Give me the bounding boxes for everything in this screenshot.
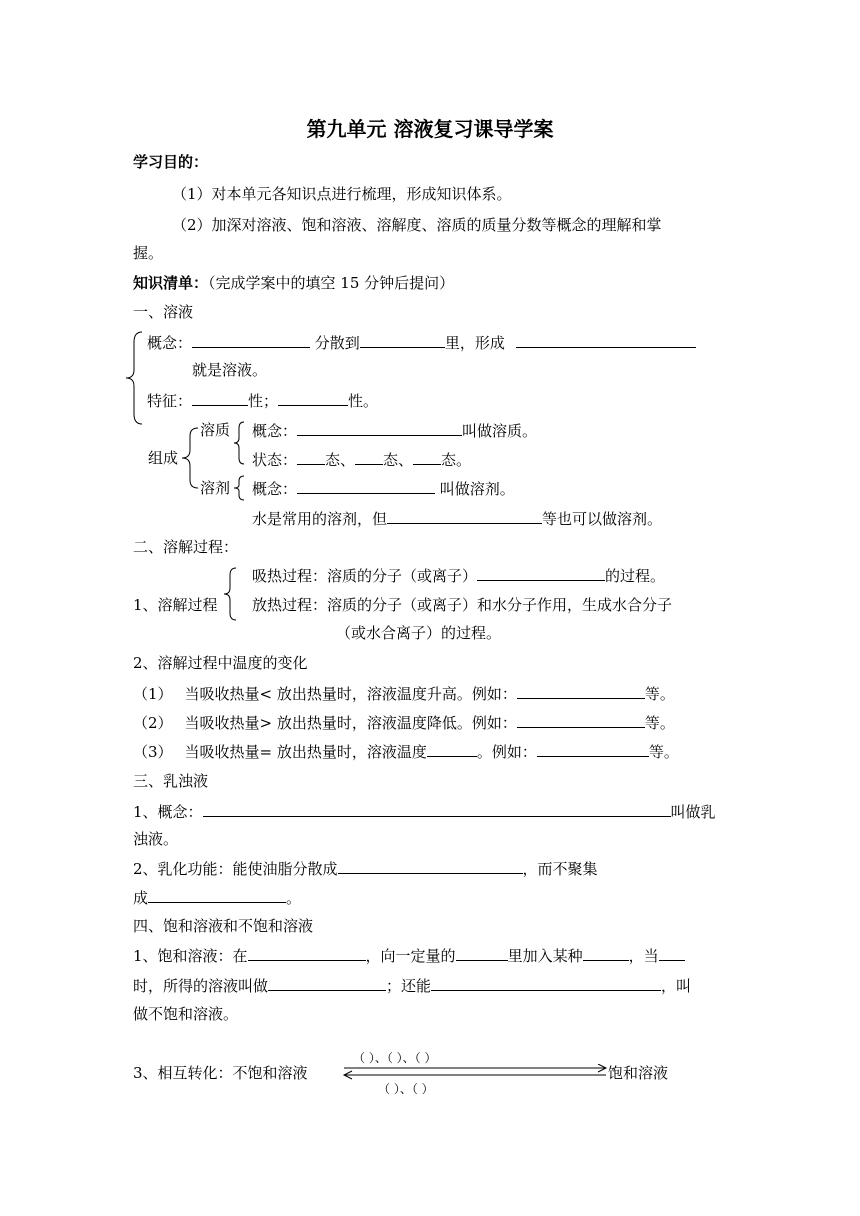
emulsion-concept-row (133, 801, 716, 822)
solvent-label: 溶剂 (200, 479, 231, 497)
zucheng-brace (180, 426, 202, 490)
section-4-heading: 四、饱和溶液和不饱和溶液 (133, 917, 314, 935)
blank-15[interactable] (427, 741, 477, 757)
water-row (252, 508, 662, 529)
deng-2: 等。 (644, 714, 675, 732)
case-3-row (133, 741, 679, 762)
concept-mid1: 分散到 (314, 334, 360, 352)
blank-16[interactable] (537, 741, 649, 757)
case-3-mid: 。例如： (476, 743, 537, 761)
feature-row (147, 390, 378, 411)
blank-17[interactable] (203, 801, 671, 817)
case-1-row (133, 683, 675, 704)
sat-m2: 里加入某种 (507, 947, 583, 965)
absorb-pre: 吸热过程：溶质的分子（或离子） (252, 567, 478, 585)
solute-label: 溶质 (200, 421, 231, 439)
objectives-heading: 学习目的： (133, 153, 209, 171)
knowledge-heading: 知识清单： (133, 274, 209, 292)
knowledge-line (133, 273, 454, 293)
objective-1: （1）对本单元各知识点进行梳理，形成知识体系。 (172, 185, 512, 203)
case-1-text: 当吸收热量< 放出热量时，溶液温度升高。例如： (184, 685, 517, 703)
blank-10[interactable] (297, 478, 435, 494)
tai-3: 态。 (441, 451, 472, 469)
conversion-arrows (340, 1064, 610, 1080)
concept-label: 概念： (147, 334, 193, 352)
page-title: 第九单元 溶液复习课导学案 (306, 117, 554, 141)
saturated-row-2 (133, 975, 691, 996)
sat-pre: 1、饱和溶液：在 (133, 947, 248, 965)
process-brace (222, 566, 238, 622)
blank-11[interactable] (387, 508, 542, 524)
solute-concept-row (252, 420, 537, 441)
emulsion-concept-label: 1、概念： (133, 803, 203, 821)
release-line1: 放热过程：溶质的分子（或离子）和水分子作用，生成水合分子 (252, 596, 673, 614)
emulsify-pre: 2、乳化功能：能使油脂分散成 (133, 860, 338, 878)
conversion-label: 3、相互转化：不饱和溶液 (133, 1064, 308, 1082)
sat-m3: ，当 (628, 947, 659, 965)
sat-l2-end: ，叫 (661, 977, 692, 995)
temp-heading: 2、溶解过程中温度的变化 (133, 654, 308, 672)
knowledge-note: （完成学案中的填空 15 分钟后提问） (208, 274, 455, 292)
case-3-text: 当吸收热量= 放出热量时，溶液温度 (184, 743, 427, 761)
release-line2: （或水合离子）的过程。 (336, 624, 502, 642)
blank-14[interactable] (517, 712, 645, 728)
water-end: 等也可以做溶剂。 (542, 510, 663, 528)
section-1-heading: 一、溶液 (133, 303, 194, 321)
process-label: 1、溶解过程 (133, 596, 218, 614)
zucheng-label: 组成 (148, 449, 179, 467)
blank-24[interactable] (268, 975, 386, 991)
objective-2-cont: 握。 (133, 244, 164, 262)
deng-1: 等。 (644, 685, 675, 703)
sat-l2-pre: 时，所得的溶液叫做 (133, 977, 269, 995)
xing-2: 性。 (348, 392, 379, 410)
deng-3: 等。 (648, 743, 679, 761)
xing-1: 性； (248, 392, 279, 410)
solute-concept-label: 概念： (252, 422, 298, 440)
absorb-row (252, 565, 665, 586)
state-row (252, 449, 471, 470)
case-2-text: 当吸收热量> 放出热量时，溶液温度降低。例如： (184, 714, 517, 732)
blank-21[interactable] (456, 945, 508, 961)
blank-18[interactable] (338, 858, 523, 874)
section-2-heading: 二、溶解过程： (133, 538, 239, 556)
solvent-concept-row (252, 478, 515, 499)
case-1-num: （1） (133, 685, 173, 703)
blank-22[interactable] (583, 945, 629, 961)
blank-9[interactable] (413, 449, 441, 465)
emulsify-line2-end: 。 (286, 889, 302, 907)
blank-25[interactable] (431, 975, 661, 991)
solute-concept-end: 叫做溶质。 (462, 422, 538, 440)
big-brace (124, 330, 146, 426)
water-pre: 水是常用的溶剂，但 (252, 510, 388, 528)
solvent-concept-end: 叫做溶剂。 (439, 480, 515, 498)
solute-brace (232, 420, 246, 466)
emulsion-concept-end2: 浊液。 (133, 830, 179, 848)
solution-concept-row (147, 332, 696, 353)
saturated-row-3: 做不饱和溶液。 (133, 1005, 239, 1023)
emulsion-concept-end1: 叫做乳 (670, 803, 716, 821)
case-2-row (133, 712, 675, 733)
emulsify-line2-pre: 成 (133, 889, 149, 907)
case-2-num: （2） (133, 714, 173, 732)
blank-23[interactable] (659, 945, 685, 961)
solvent-concept-label: 概念： (252, 480, 298, 498)
blank-6[interactable] (297, 420, 462, 436)
sat-m1: ，向一定量的 (365, 947, 456, 965)
tai-2: 态、 (383, 451, 414, 469)
emulsify-row2 (133, 887, 301, 908)
blank-20[interactable] (248, 945, 366, 961)
concept-mid2: 里，形成 (444, 334, 505, 352)
blank-7[interactable] (297, 449, 325, 465)
blank-12[interactable] (477, 565, 605, 581)
case-3-num: （3） (133, 743, 173, 761)
saturated-row-1 (133, 945, 685, 966)
sat-l2-m: ；还能 (386, 977, 432, 995)
blank-8[interactable] (355, 449, 383, 465)
emulsify-mid: ，而不聚集 (522, 860, 598, 878)
conversion-end: 饱和溶液 (608, 1064, 669, 1082)
objective-2: （2）加深对溶液、饱和溶液、溶解度、溶质的质量分数等概念的理解和掌 (172, 216, 662, 234)
blank-4[interactable] (192, 390, 248, 406)
tai-1: 态、 (325, 451, 356, 469)
feature-label: 特征： (147, 392, 193, 410)
emulsify-row (133, 858, 598, 879)
blank-5[interactable] (278, 390, 348, 406)
conversion-top-conditions: （ ）、（ ）、（ ） (353, 1051, 437, 1065)
blank-2[interactable] (360, 332, 445, 348)
blank-1[interactable] (192, 332, 310, 348)
section-3-heading: 三、乳浊液 (133, 772, 209, 790)
state-label: 状态： (252, 451, 298, 469)
blank-19[interactable] (148, 887, 286, 903)
blank-3[interactable] (516, 332, 696, 348)
conversion-bottom-conditions: （ ）、（ ） (378, 1082, 434, 1096)
solvent-brace (232, 474, 246, 502)
concept-end: 就是溶液。 (192, 361, 268, 379)
blank-13[interactable] (517, 683, 645, 699)
absorb-end: 的过程。 (605, 567, 666, 585)
